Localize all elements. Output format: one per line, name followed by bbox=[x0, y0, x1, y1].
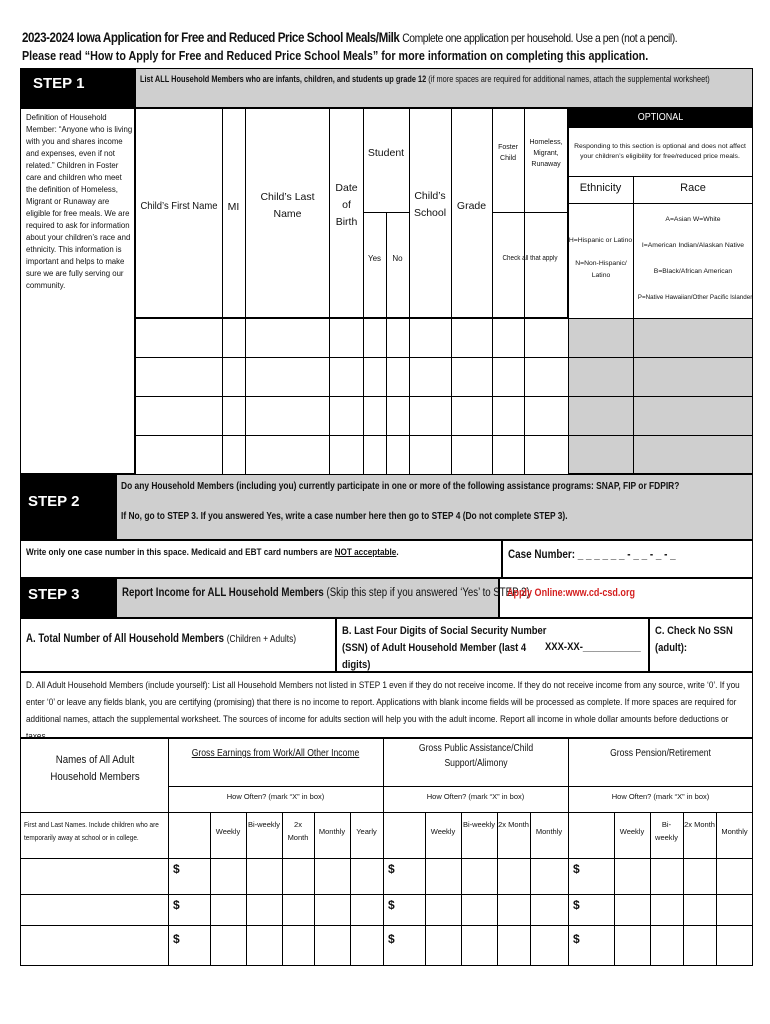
check-all-that-apply: Check all that apply bbox=[502, 255, 558, 262]
assistance-biweekly: Bi-weekly bbox=[462, 820, 496, 829]
assistance-weekly: Weekly bbox=[430, 827, 456, 836]
col-student-no: No bbox=[392, 254, 403, 263]
no-ssn-label: C. Check No SSN (adult): bbox=[655, 625, 733, 654]
earnings-weekly: Weekly bbox=[215, 827, 241, 836]
no-ssn-checkbox[interactable] bbox=[649, 618, 753, 672]
col-first-name: Child’s First Name bbox=[140, 200, 218, 212]
assistance-dollar-row2: $ bbox=[388, 898, 395, 912]
assistance-monthly: Monthly bbox=[535, 827, 563, 836]
assistance-dollar-row1: $ bbox=[388, 862, 395, 876]
ssn-field[interactable] bbox=[336, 618, 649, 672]
apply-online-link[interactable]: Apply Online:www.cd-csd.org bbox=[507, 587, 635, 599]
pension-dollar-row3: $ bbox=[573, 932, 580, 946]
step2-label: STEP 2 bbox=[28, 493, 80, 510]
ssn-label: B. Last Four Digits of Social Security Number (SSN) of Adult Household Member (last 4 digits) bbox=[342, 625, 547, 671]
optional-header bbox=[568, 108, 753, 128]
step1-label: STEP 1 bbox=[33, 75, 85, 92]
form-title-note: Complete one application per household. Use a pen (not a pencil). bbox=[402, 31, 678, 45]
case-number-field[interactable] bbox=[502, 540, 753, 578]
race-asian-white: A=Asian W=White bbox=[665, 216, 721, 223]
case-note-emph: NOT acceptable bbox=[334, 547, 397, 558]
earnings-dollar-row2: $ bbox=[173, 898, 180, 912]
page-title bbox=[22, 30, 677, 45]
optional-note: Responding to this section is optional and does not affect your children’s eligibility for free/reduced price meals. bbox=[574, 143, 746, 160]
case-note-box bbox=[20, 540, 502, 578]
step3-title-note: (Skip this step if you answered ‘Yes’ to STEP 2) bbox=[326, 587, 530, 599]
earnings-dollar-row3: $ bbox=[173, 932, 180, 946]
step3-label: STEP 3 bbox=[28, 586, 80, 603]
step2-question-box bbox=[116, 474, 753, 540]
pension-how-often: How Often? (mark “X” in box) bbox=[611, 792, 710, 801]
case-note: Write only one case number in this space. Medicaid and EBT card numbers are NOT acceptable. bbox=[26, 547, 399, 558]
step3-title bbox=[122, 587, 530, 599]
col-mi: MI bbox=[227, 201, 240, 213]
race-black: B=Black/African American bbox=[653, 268, 733, 275]
earnings-yearly: Yearly bbox=[356, 827, 377, 836]
col-pension: Gross Pension/Retirement bbox=[610, 748, 711, 759]
step2-instruction: If No, go to STEP 3. If you answered Yes, write a case number here then go to STEP 4 (Do not complete STEP 3). bbox=[121, 511, 568, 522]
apply-online-box bbox=[499, 578, 753, 618]
ssn-value: XXX-XX-___________ bbox=[545, 641, 641, 653]
pension-weekly: Weekly bbox=[619, 827, 645, 836]
ethnicity-non-hispanic: N=Non-Hispanic/ Latino bbox=[575, 260, 627, 279]
form-title: 2023-2024 Iowa Application for Free and Reduced Price School Meals/Milk bbox=[22, 30, 400, 45]
col-school: Child’s School bbox=[413, 190, 447, 219]
total-members-note: (Children + Adults) bbox=[226, 634, 297, 645]
pension-biweekly: Bi-weekly bbox=[655, 820, 678, 842]
col-student: Student bbox=[367, 147, 405, 159]
step2-label-box bbox=[20, 474, 116, 540]
step1-label-box bbox=[20, 68, 135, 108]
step1-instruction-box bbox=[135, 68, 753, 108]
col-last-name: Child’s Last Name bbox=[260, 191, 315, 220]
case-note-text: Write only one case number in this space. Medicaid and EBT card numbers are bbox=[26, 547, 333, 558]
total-members-label bbox=[26, 633, 296, 645]
adult-names-note: First and Last Names. Include children who are temporarily away at school or in college. bbox=[24, 820, 159, 842]
adult-members-instructions bbox=[20, 672, 753, 742]
earnings-monthly: Monthly bbox=[318, 827, 346, 836]
assistance-2x-month: 2x Month bbox=[498, 820, 529, 829]
step3-title-bold: Report Income for ALL Household Members bbox=[122, 587, 324, 599]
definition-cell bbox=[20, 108, 135, 474]
pension-2x-month: 2x Month bbox=[684, 820, 715, 829]
race-pacific-islander: P=Native Hawaiian/Other Pacific Islander bbox=[637, 294, 753, 301]
total-members-text: A. Total Number of All Household Members bbox=[26, 633, 225, 645]
col-race: Race bbox=[680, 182, 706, 194]
total-members-field[interactable] bbox=[20, 618, 336, 672]
col-adult-names: Names of All Adult Household Members bbox=[50, 754, 140, 783]
case-number-label: Case Number: _ _ _ _ _ _ - _ _ - _ - _ bbox=[508, 549, 676, 561]
col-student-yes: Yes bbox=[367, 254, 382, 263]
ethnicity-hispanic: H=Hispanic or Latino bbox=[568, 237, 633, 244]
earnings-dollar-row1: $ bbox=[173, 862, 180, 876]
step3-title-box bbox=[116, 578, 530, 618]
col-assistance: Gross Public Assistance/Child Support/Alimony bbox=[418, 743, 534, 769]
step3-label-box bbox=[20, 578, 116, 618]
col-ethnicity: Ethnicity bbox=[579, 182, 622, 194]
col-earnings: Gross Earnings from Work/All Other Income bbox=[191, 748, 360, 759]
earnings-biweekly: Bi-weekly bbox=[247, 820, 281, 829]
pension-dollar-row1: $ bbox=[573, 862, 580, 876]
earnings-2x-month: 2x Month bbox=[287, 820, 309, 842]
step1-instruction-bold: List ALL Household Members who are infants, children, and students up grade 12 bbox=[140, 74, 427, 84]
assistance-how-often: How Often? (mark “X” in box) bbox=[426, 792, 525, 801]
col-dob: Date of Birth bbox=[335, 182, 358, 228]
col-foster: Foster Child bbox=[498, 144, 518, 162]
step1-instruction bbox=[140, 74, 710, 84]
form-subtitle: Please read “How to Apply for Free and Reduced Price School Meals” for more information on completing this application. bbox=[22, 49, 649, 63]
adult-members-text: D. All Adult Household Members (include yourself): List all Household Members not listed in STEP 1 even if they do not receive income. If they do not receive income from any source, write ‘0’. If you enter ‘0’ or leave any fields blank, you are certifying (promising) that there is no income to report. Applications with blank income fields will be processed as complete. If more spaces are required for additional names, attach the supplemental worksheet. The sources of income for adults section will help you with the adult income. Report all income in whole dollar amounts before deductions or taxes. bbox=[26, 680, 740, 742]
col-grade: Grade bbox=[456, 200, 487, 212]
col-homeless: Homeless, Migrant, Runaway bbox=[529, 139, 563, 168]
race-american-indian: I=American Indian/Alaskan Native bbox=[641, 242, 745, 249]
household-definition: Definition of Household Member: “Anyone who is living with you and shares income and expenses, even if not related.” Children in Foster care and children who meet the definition of Homeless, Migrant or Runaway are eligible for free meals. We are required to ask for information about your children’s race and ethnicity. This information is important and helps to make sure we are fully serving our community. bbox=[26, 113, 133, 290]
pension-dollar-row2: $ bbox=[573, 898, 580, 912]
assistance-dollar-row3: $ bbox=[388, 932, 395, 946]
earnings-how-often: How Often? (mark “X” in box) bbox=[226, 792, 325, 801]
pension-monthly: Monthly bbox=[721, 827, 748, 836]
step1-instruction-note: (if more spaces are required for additional names, attach the supplemental worksheet) bbox=[428, 74, 710, 84]
optional-label: OPTIONAL bbox=[637, 112, 684, 123]
step2-question: Do any Household Members (including you) currently participate in one or more of the following assistance programs: SNAP, FIP or FDPIR? bbox=[121, 481, 680, 492]
